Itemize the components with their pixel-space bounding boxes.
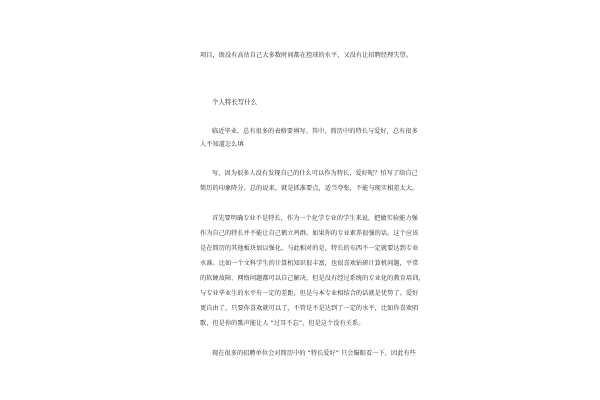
paragraph-line: 项目，既没有高估自己大多数时间都在控球的水平，又没有让招聘经理失望。 bbox=[200, 52, 413, 59]
paragraph-line: 作为自己的特长并不能让自己鹤立鸡群。如果你的专业素养很强的话，这个应该 bbox=[200, 230, 419, 237]
paragraph-line: 更自由了，只要你喜欢就可以了，不管是不是达到了一定的水平，比如你喜欢唱 bbox=[200, 305, 419, 312]
paragraph-line: 临近毕业，总有很多的表格要填写。其中，简历中的特长与爱好，总有很多 bbox=[212, 128, 418, 135]
paragraph-line: 首先要明确专业不是特长，作为一个化学专业的学生来说，把做实验能力强 bbox=[212, 215, 418, 222]
paragraph-line: 与专业毕业生的水平有一定的差距，但是与本专业相结合的话就是优势了。爱好 bbox=[200, 290, 419, 297]
paragraph-line: 人不知道怎么填 bbox=[200, 141, 244, 148]
section-heading: 个人特长写什么 bbox=[212, 98, 258, 106]
paragraph-line: 现在很多的招聘单位会对简历中的 “特长爱好” 只会瞄眼看一下，因此有些 bbox=[212, 350, 416, 357]
paragraph-line: 歌，但是你的歌声能让人 “过耳不忘”，但是这个没有关系。 bbox=[200, 320, 365, 327]
paragraph-line: 水准。比如一个文科学生的计算机知识很丰富，也很喜欢钻研计算机问题，平常 bbox=[200, 260, 419, 267]
paragraph-line: 简历的印象降分。总的说来，就是抓准要点，适当夸张，不能与现实相差太大。 bbox=[200, 185, 419, 192]
paragraph-line: 写，因为很多人没有发现自己的什么可以作为特长，爱好呢？怕写了给自己 bbox=[212, 170, 418, 177]
paragraph-line: 的软硬故障，网络问题都可以自己解决，但是没有经过系统的专业化的教育培训， bbox=[200, 275, 425, 282]
paragraph-line: 是在简历的其他板块加以强化。与此相对的是，特长的东西不一定就要达到专业 bbox=[200, 245, 419, 252]
